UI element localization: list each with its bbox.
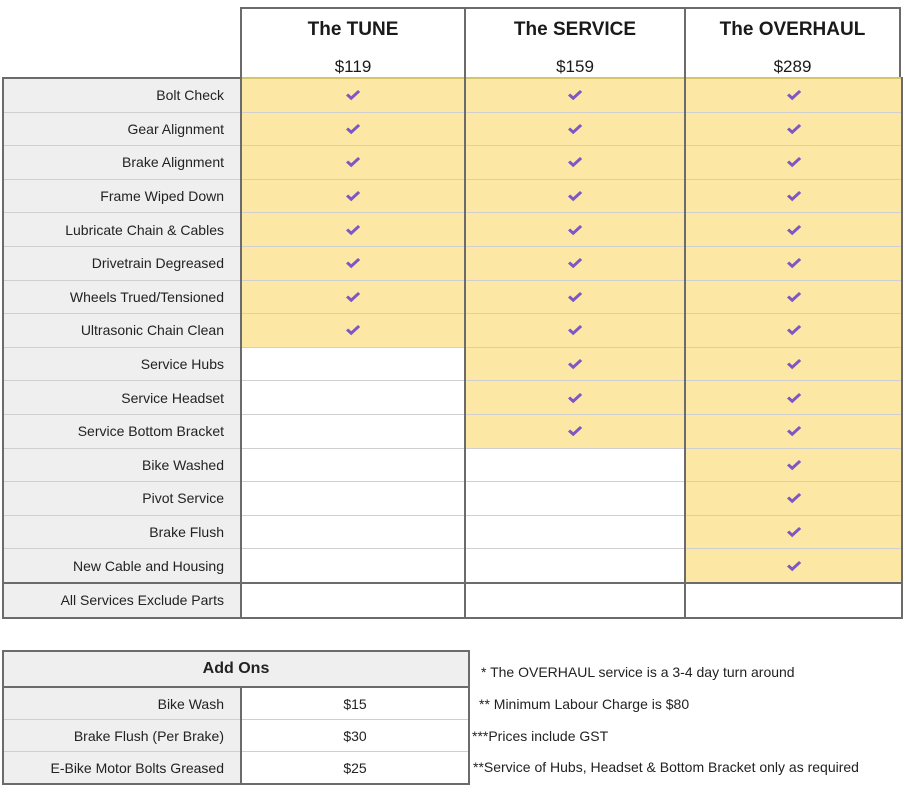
table-row — [3, 112, 902, 146]
plan-name: The TUNE — [307, 19, 399, 40]
feature-cell — [685, 146, 902, 180]
checkmark-icon — [345, 257, 361, 269]
table-row — [3, 448, 902, 482]
checkmark-icon — [786, 492, 802, 504]
checkmark-icon — [345, 156, 361, 168]
checkmark-icon — [567, 425, 583, 437]
table-row — [3, 179, 902, 213]
feature-cell — [465, 482, 685, 516]
addon-row — [3, 752, 469, 785]
footer-cell — [465, 583, 685, 618]
feature-cell — [465, 280, 685, 314]
checkmark-icon — [567, 156, 583, 168]
checkmark-icon — [345, 123, 361, 135]
addons-title: Add Ons — [3, 651, 469, 687]
checkmark-icon — [567, 89, 583, 101]
addons-table — [2, 650, 470, 785]
feature-cell — [241, 179, 465, 213]
table-row — [3, 280, 902, 314]
checkmark-icon — [786, 224, 802, 236]
feature-cell — [685, 515, 902, 549]
addon-price: $30 — [241, 720, 469, 752]
feature-cell — [241, 78, 465, 112]
table-row — [3, 78, 902, 112]
checkmark-icon — [786, 560, 802, 572]
feature-cell — [241, 482, 465, 516]
feature-cell — [465, 381, 685, 415]
feature-label: Pivot Service — [3, 482, 241, 516]
table-row — [3, 482, 902, 516]
footer-cell — [685, 583, 902, 618]
feature-cell — [465, 549, 685, 583]
feature-cell — [241, 347, 465, 381]
feature-cell — [465, 246, 685, 280]
feature-cell — [685, 280, 902, 314]
checkmark-icon — [567, 358, 583, 370]
feature-label: Service Hubs — [3, 347, 241, 381]
feature-cell — [241, 549, 465, 583]
checkmark-icon — [786, 89, 802, 101]
checkmark-icon — [345, 190, 361, 202]
feature-cell — [465, 78, 685, 112]
table-row — [3, 146, 902, 180]
checkmark-icon — [786, 358, 802, 370]
feature-cell — [241, 112, 465, 146]
addon-label: E-Bike Motor Bolts Greased — [3, 752, 241, 785]
note-gst: ***Prices include GST — [472, 728, 609, 744]
note-minimum-labour: ** Minimum Labour Charge is $80 — [479, 696, 690, 712]
feature-cell — [465, 112, 685, 146]
checkmark-icon — [786, 459, 802, 471]
plan-name: The OVERHAUL — [719, 19, 866, 40]
feature-label: Drivetrain Degreased — [3, 246, 241, 280]
table-row — [3, 381, 902, 415]
checkmark-icon — [786, 324, 802, 336]
checkmark-icon — [786, 526, 802, 538]
feature-label: Lubricate Chain & Cables — [3, 213, 241, 247]
addon-row — [3, 720, 469, 752]
feature-cell — [685, 112, 902, 146]
feature-cell — [465, 179, 685, 213]
plan-price: $119 — [334, 57, 372, 76]
feature-cell — [465, 146, 685, 180]
feature-label: Gear Alignment — [3, 112, 241, 146]
table-row — [3, 314, 902, 348]
feature-cell — [685, 314, 902, 348]
checkmark-icon — [345, 89, 361, 101]
checkmark-icon — [345, 224, 361, 236]
addon-price: $15 — [241, 687, 469, 720]
checkmark-icon — [567, 190, 583, 202]
table-row — [3, 246, 902, 280]
feature-cell — [685, 246, 902, 280]
feature-cell — [465, 347, 685, 381]
addon-label: Bike Wash — [3, 687, 241, 720]
feature-label: Frame Wiped Down — [3, 179, 241, 213]
feature-label: Ultrasonic Chain Clean — [3, 314, 241, 348]
addon-price: $25 — [241, 752, 469, 785]
addons-header-row — [3, 651, 469, 687]
footer-label: All Services Exclude Parts — [3, 583, 241, 618]
feature-label: Service Headset — [3, 381, 241, 415]
addons-rows — [3, 651, 469, 784]
plan-header-service — [464, 7, 686, 78]
checkmark-icon — [567, 324, 583, 336]
checkmark-icon — [345, 291, 361, 303]
feature-cell — [685, 482, 902, 516]
feature-label: Service Bottom Bracket — [3, 414, 241, 448]
checkmark-icon — [567, 257, 583, 269]
checkmark-icon — [567, 392, 583, 404]
feature-cell — [241, 246, 465, 280]
feature-cell — [685, 414, 902, 448]
feature-cell — [685, 381, 902, 415]
feature-label: Bolt Check — [3, 78, 241, 112]
checkmark-icon — [786, 156, 802, 168]
table-row — [3, 515, 902, 549]
checkmark-icon — [567, 123, 583, 135]
feature-cell — [241, 515, 465, 549]
feature-cell — [241, 448, 465, 482]
checkmark-icon — [786, 190, 802, 202]
table-row — [3, 347, 902, 381]
plan-price: $289 — [773, 57, 812, 76]
checkmark-icon — [786, 291, 802, 303]
note-service-as-required: **Service of Hubs, Headset & Bottom Bracket only as required — [473, 759, 859, 775]
feature-label: Bike Washed — [3, 448, 241, 482]
feature-label: New Cable and Housing — [3, 549, 241, 583]
feature-cell — [465, 448, 685, 482]
feature-cell — [241, 381, 465, 415]
feature-cell — [241, 213, 465, 247]
feature-rows — [3, 78, 902, 618]
checkmark-icon — [345, 324, 361, 336]
plan-name: The SERVICE — [513, 19, 637, 40]
addon-row — [3, 687, 469, 720]
feature-cell — [685, 213, 902, 247]
feature-cell — [685, 448, 902, 482]
feature-cell — [685, 78, 902, 112]
feature-cell — [465, 213, 685, 247]
feature-cell — [685, 179, 902, 213]
checkmark-icon — [786, 392, 802, 404]
feature-cell — [241, 280, 465, 314]
table-row — [3, 549, 902, 583]
feature-cell — [241, 146, 465, 180]
checkmark-icon — [786, 123, 802, 135]
feature-cell — [685, 549, 902, 583]
feature-cell — [241, 314, 465, 348]
feature-cell — [685, 347, 902, 381]
footer-cell — [241, 583, 465, 618]
footer-row — [3, 583, 902, 618]
plan-header-tune — [240, 7, 466, 78]
feature-label: Brake Alignment — [3, 146, 241, 180]
feature-comparison-table — [2, 77, 903, 619]
plan-header-overhaul — [684, 7, 901, 78]
addon-label: Brake Flush (Per Brake) — [3, 720, 241, 752]
checkmark-icon — [567, 224, 583, 236]
table-row — [3, 414, 902, 448]
table-row — [3, 213, 902, 247]
feature-cell — [465, 515, 685, 549]
checkmark-icon — [786, 425, 802, 437]
note-overhaul-turnaround: * The OVERHAUL service is a 3-4 day turn around — [481, 664, 795, 680]
checkmark-icon — [567, 291, 583, 303]
feature-cell — [465, 414, 685, 448]
feature-label: Wheels Trued/Tensioned — [3, 280, 241, 314]
feature-label: Brake Flush — [3, 515, 241, 549]
feature-cell — [465, 314, 685, 348]
plan-price: $159 — [556, 57, 594, 76]
checkmark-icon — [786, 257, 802, 269]
feature-cell — [241, 414, 465, 448]
